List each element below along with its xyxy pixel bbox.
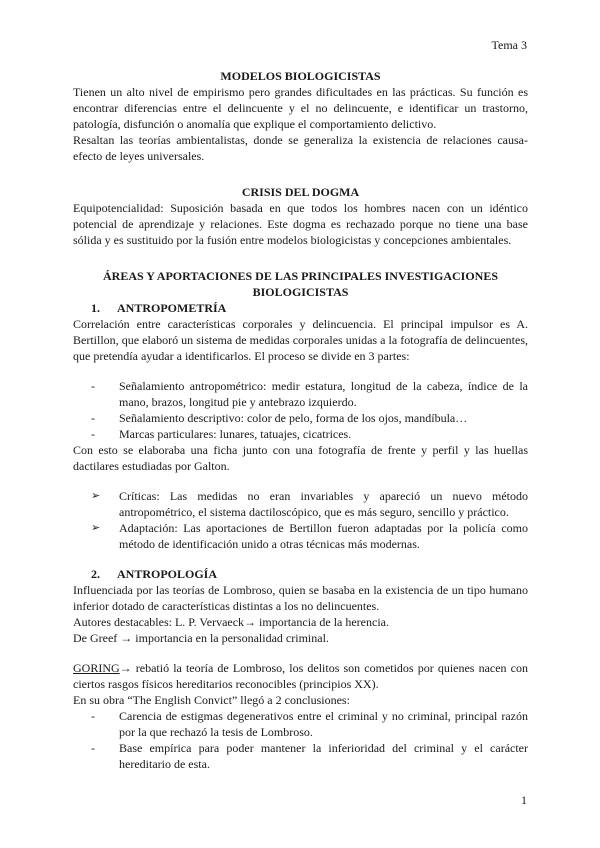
- list-item: - Señalamiento antropométrico: medir estatura, longitud de la cabeza, índice de la mano, brazos, longitud pie y antebrazo izquierdo.: [91, 379, 528, 409]
- subsection-heading-antropometria: [91, 300, 528, 316]
- antropometria-list: [73, 378, 528, 442]
- section-title-areas: ÁREAS Y APORTACIONES DE LAS PRINCIPALES INVESTIGACIONES BIOLOGICISTAS: [103, 269, 498, 299]
- dash-bullet: -: [91, 709, 95, 723]
- list-item: - Marcas particulares: lunares, tatuajes, cicatrices.: [91, 427, 352, 441]
- antropologia-list: [73, 708, 528, 772]
- page-number: 1: [521, 793, 527, 807]
- paragraph: Influenciada por las teorías de Lombroso, quien se basaba en la existencia de un tipo humano inferior dotado de características distintas a los no delincuentes.: [73, 583, 528, 613]
- paragraph: Autores destacables: L. P. Vervaeck→ importancia de la herencia.: [73, 615, 389, 629]
- section-title-modelos: MODELOS BIOLOGICISTAS: [220, 69, 381, 83]
- section-title-crisis: CRISIS DEL DOGMA: [241, 185, 360, 199]
- goring-name: GORING: [73, 661, 120, 675]
- arrow-bullet-icon: ➢: [91, 490, 101, 502]
- paragraph-goring: GORING→ rebatió la teoría de Lombroso, los delitos son cometidos por quienes nacen con ciertos rasgos físicos hereditarios reconocibles (principios XX).: [73, 661, 528, 691]
- list-item: - Señalamiento descriptivo: color de pelo, forma de los ojos, mandíbula…: [91, 411, 468, 425]
- dash-bullet: -: [91, 741, 95, 755]
- paragraph: De Greef → importancia en la personalidad criminal.: [73, 631, 329, 645]
- paragraph: En su obra “The English Convict” llegó a 2 conclusiones:: [73, 693, 350, 707]
- paragraph: Resaltan las teorías ambientalistas, donde se generaliza la existencia de relaciones causa-efecto de leyes universales.: [73, 133, 528, 163]
- subsection-heading-antropologia: [91, 566, 528, 582]
- paragraph: Equipotencialidad: Suposición basada en que todos los hombres nacen con un idéntico potencial de aprendizaje y relaciones. Este dogma es rechazado porque no tiene una base sólida y es sustituido por la fusión entre modelos biologicistas y concepciones ambientales.: [73, 201, 528, 247]
- subsection-title: ANTROPOLOGÍA: [117, 567, 218, 581]
- dash-bullet: -: [91, 427, 95, 441]
- subsection-number: 1.: [91, 301, 100, 315]
- dash-bullet: -: [91, 379, 95, 393]
- arrow-bullet-icon: ➢: [91, 522, 101, 534]
- dash-bullet: -: [91, 411, 95, 425]
- paragraph: Con esto se elaboraba una ficha junto con una fotografía de frente y perfil y las huellas dactilares estudiadas por Galton.: [73, 443, 528, 473]
- subsection-title: ANTROPOMETRÍA: [117, 301, 227, 315]
- subsection-number: 2.: [91, 567, 100, 581]
- list-item: ➢ Adaptación: Las aportaciones de Bertillon fueron adaptadas por la policía como método de identificación unido a otras técnicas más modernas.: [91, 521, 528, 551]
- paragraph: Correlación entre características corporales y delincuencia. El principal impulsor es A. Bertillon, que elaboró un sistema de medidas corporales unidas a la fotografía de delincuentes, que pretendía ayudar a identificarlos. El proceso se divide en 3 partes:: [73, 317, 528, 363]
- list-item: ➢ Críticas: Las medidas no eran invariables y apareció un nuevo método antropométrico, el sistema dactiloscópico, que es más seguro, sencillo y práctico.: [91, 489, 528, 519]
- document-body: [73, 68, 528, 772]
- topic-header: Tema 3: [491, 38, 527, 52]
- paragraph: Tienen un alto nivel de empirismo pero grandes dificultades en las prácticas. Su función es encontrar diferencias entre el delincuente y el no delincuente, e identificar un trastorno, patología, disfunción o anomalía que explique el comportamiento delictivo.: [73, 85, 528, 131]
- list-item: - Base empírica para poder mantener la inferioridad del criminal y el carácter hereditario de esta.: [91, 741, 528, 771]
- list-item: - Carencia de estigmas degenerativos entre el criminal y no criminal, principal razón por la que rechazó la tesis de Lombroso.: [91, 709, 528, 739]
- antropometria-arrow-list: [73, 488, 528, 552]
